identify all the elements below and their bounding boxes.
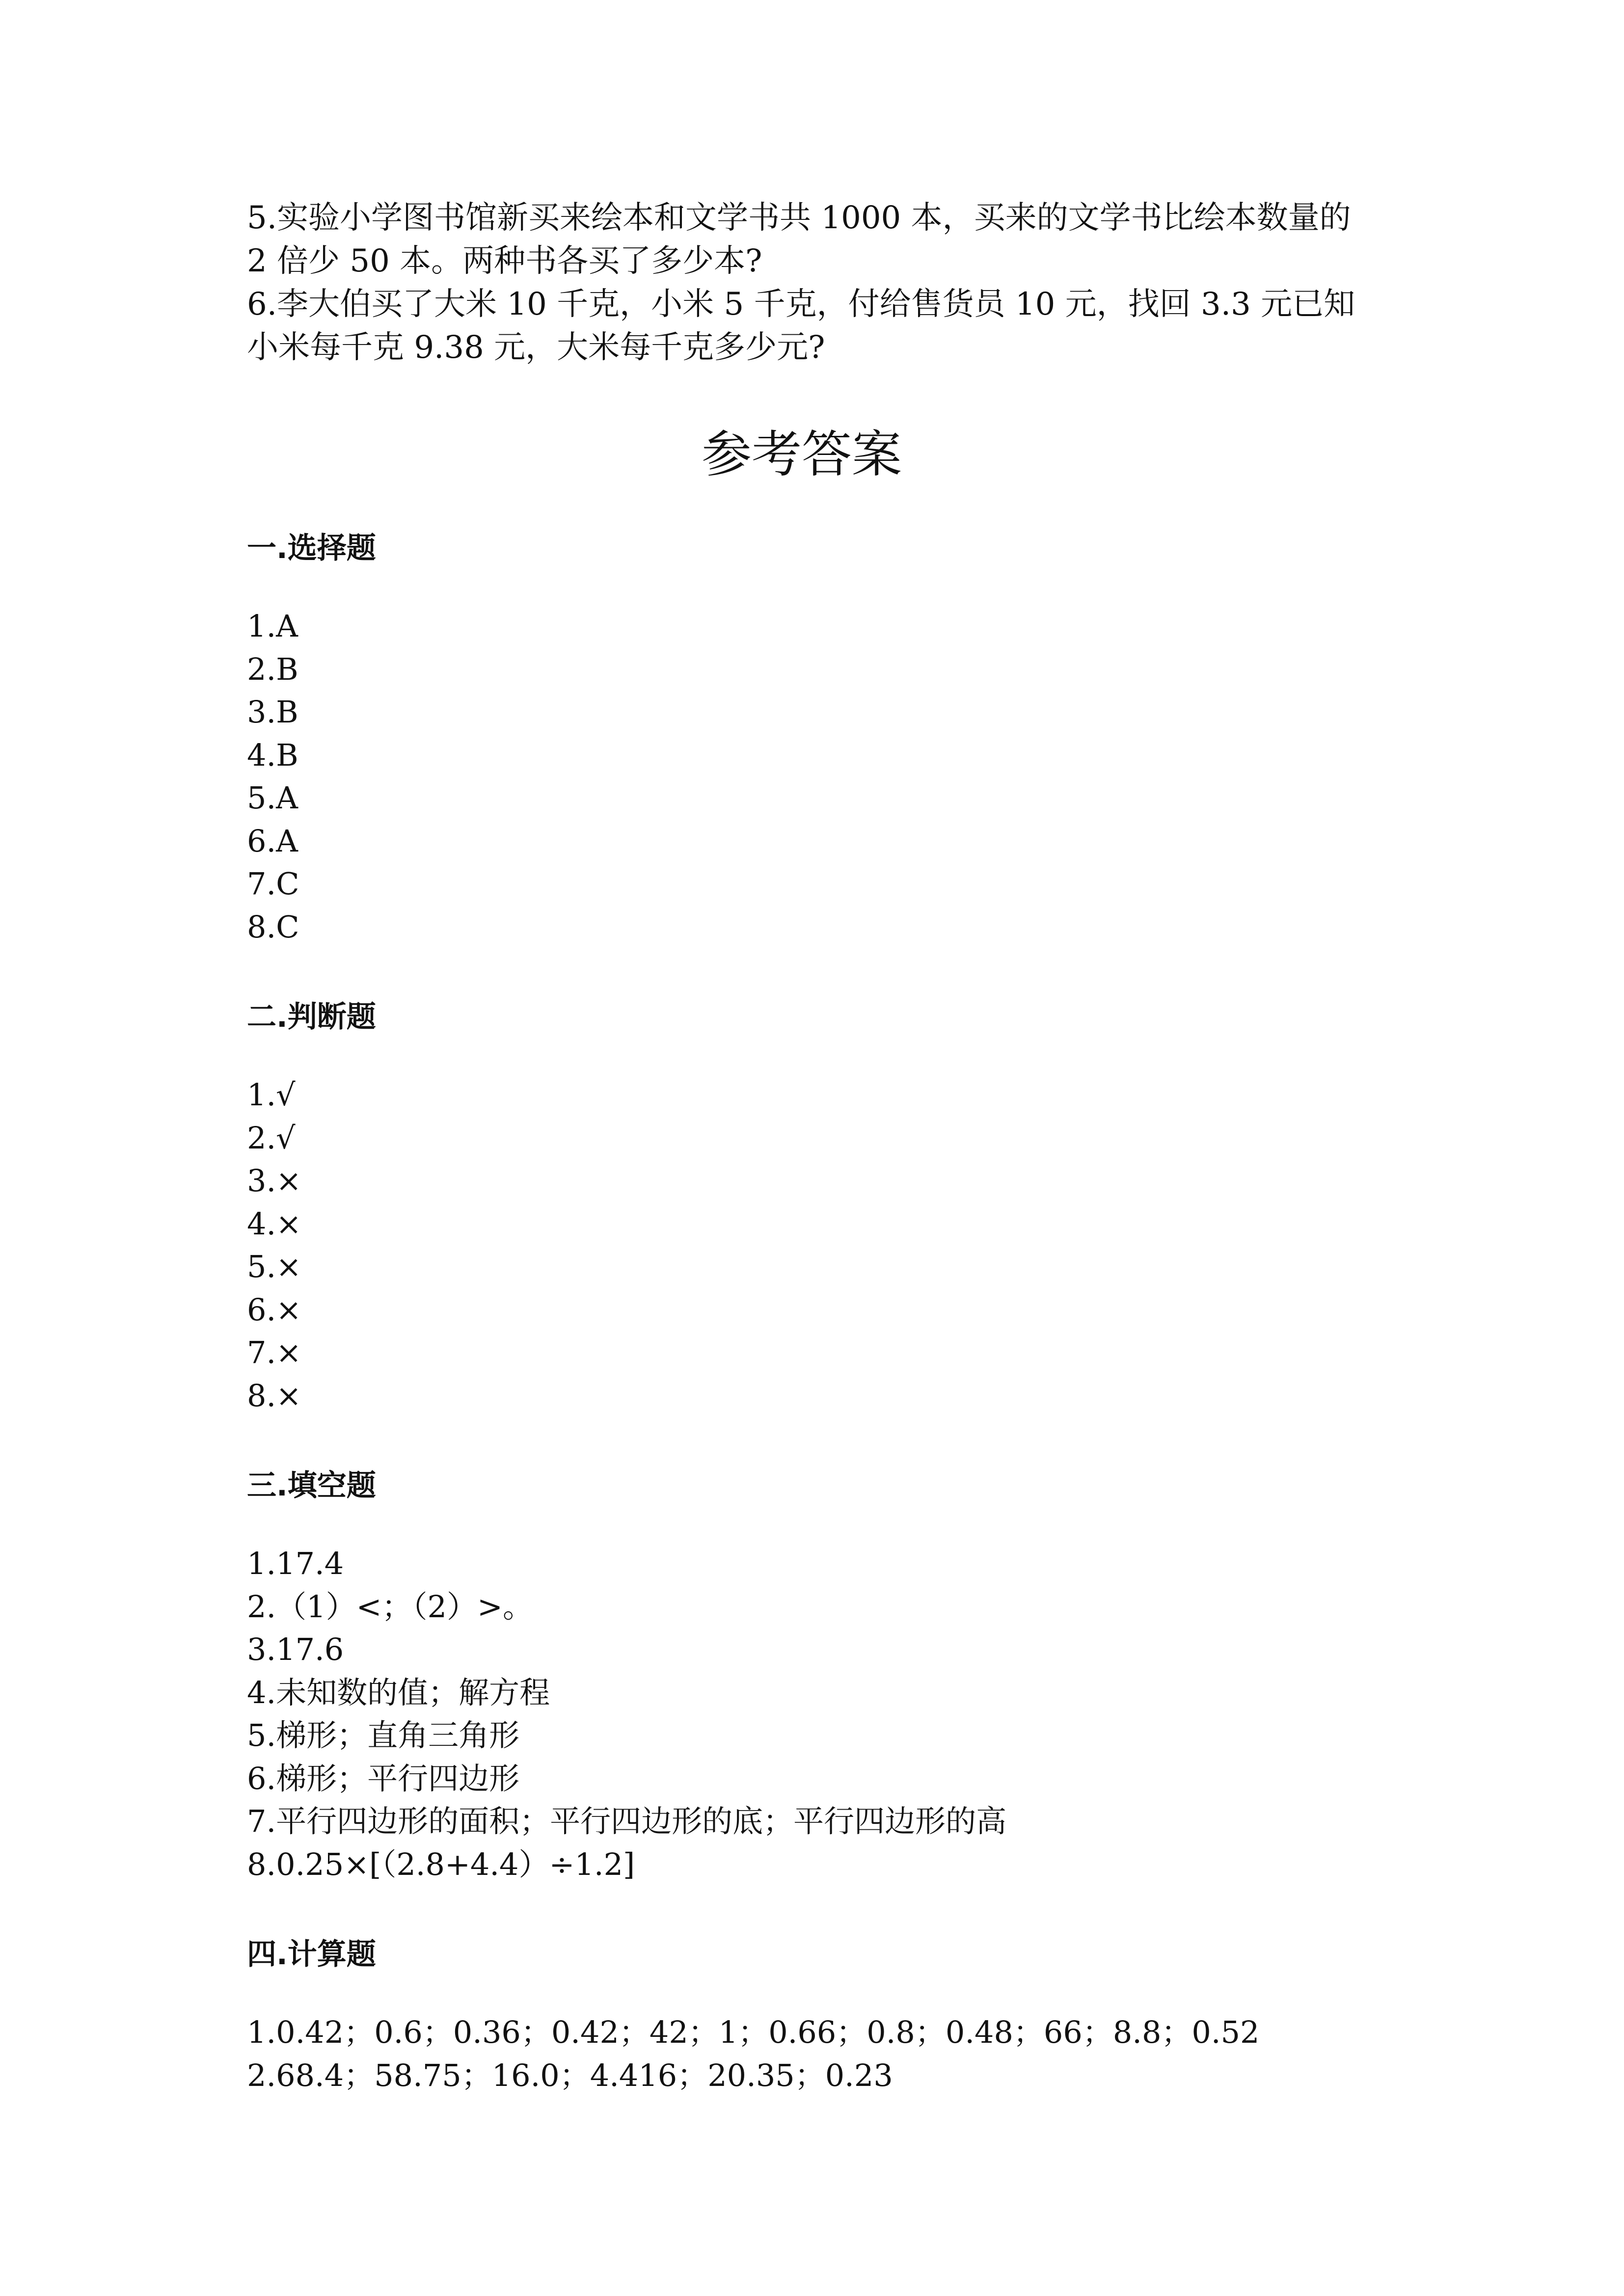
- answer-item: 1.17.4: [247, 1546, 344, 1581]
- answer-item: 6.A: [247, 823, 298, 859]
- answer-item: 6.梯形；平行四边形: [247, 1760, 520, 1796]
- page-content: [247, 196, 1396, 2097]
- answer-item: 2.B: [247, 651, 298, 687]
- answer-item: 3.B: [247, 694, 298, 730]
- answer-item: 2.68.4；58.75；16.0；4.416；20.35；0.23: [247, 2057, 893, 2093]
- answer-item: 4.未知数的值；解方程: [247, 1674, 550, 1710]
- answer-item: 1.A: [247, 608, 298, 644]
- answer-item: 3.17.6: [247, 1631, 344, 1667]
- answer-item: 6.×: [247, 1291, 302, 1328]
- section-heading-calculation: 四.计算题: [247, 1937, 376, 1972]
- section-heading-multiple-choice: 一.选择题: [247, 531, 376, 565]
- section-heading-fill-in: 三.填空题: [247, 1468, 376, 1503]
- question-line: 6.李大伯买了大米 10 千克，小米 5 千克，付给售货员 10 元，找回 3.3 元已知: [247, 286, 1355, 322]
- answer-item: 5.梯形；直角三角形: [247, 1717, 520, 1753]
- answer-list-fill-in: [247, 1542, 1396, 1886]
- answer-item: 5.A: [247, 780, 298, 816]
- section-heading-true-false: 二.判断题: [247, 1000, 376, 1034]
- answer-item: 7.平行四边形的面积；平行四边形的底；平行四边形的高: [247, 1803, 1007, 1839]
- answer-list-multiple-choice: [247, 605, 1396, 948]
- answer-key-title: 参考答案: [702, 426, 902, 484]
- answer-item: 8.C: [247, 908, 299, 945]
- question-line: 小米每千克 9.38 元，大米每千克多少元?: [247, 329, 825, 366]
- answer-item: 8.0.25×[（2.8+4.4）÷1.2]: [247, 1846, 635, 1882]
- answer-list-true-false: [247, 1073, 1396, 1417]
- answer-item: 3.×: [247, 1163, 302, 1199]
- answer-item: 1.√: [247, 1077, 296, 1113]
- answer-item: 4.B: [247, 737, 298, 773]
- answer-item: 1.0.42；0.6；0.36；0.42；42；1；0.66；0.8；0.48；66；8.8；0.52: [247, 2014, 1260, 2050]
- question-line: 5.实验小学图书馆新买来绘本和文学书共 1000 本，买来的文学书比绘本数量的: [247, 200, 1351, 236]
- question-line: 2 倍少 50 本。两种书各买了多少本?: [247, 243, 762, 279]
- answer-list-calculation: [247, 2011, 1396, 2097]
- answer-item: 7.×: [247, 1335, 302, 1370]
- answer-item: 2.√: [247, 1120, 296, 1156]
- answer-item: 4.×: [247, 1205, 302, 1242]
- answer-item: 8.×: [247, 1377, 302, 1414]
- answer-item: 7.C: [247, 866, 299, 902]
- answer-item: 5.×: [247, 1249, 302, 1284]
- answer-item: 2.（1）<；（2）>。: [247, 1588, 533, 1625]
